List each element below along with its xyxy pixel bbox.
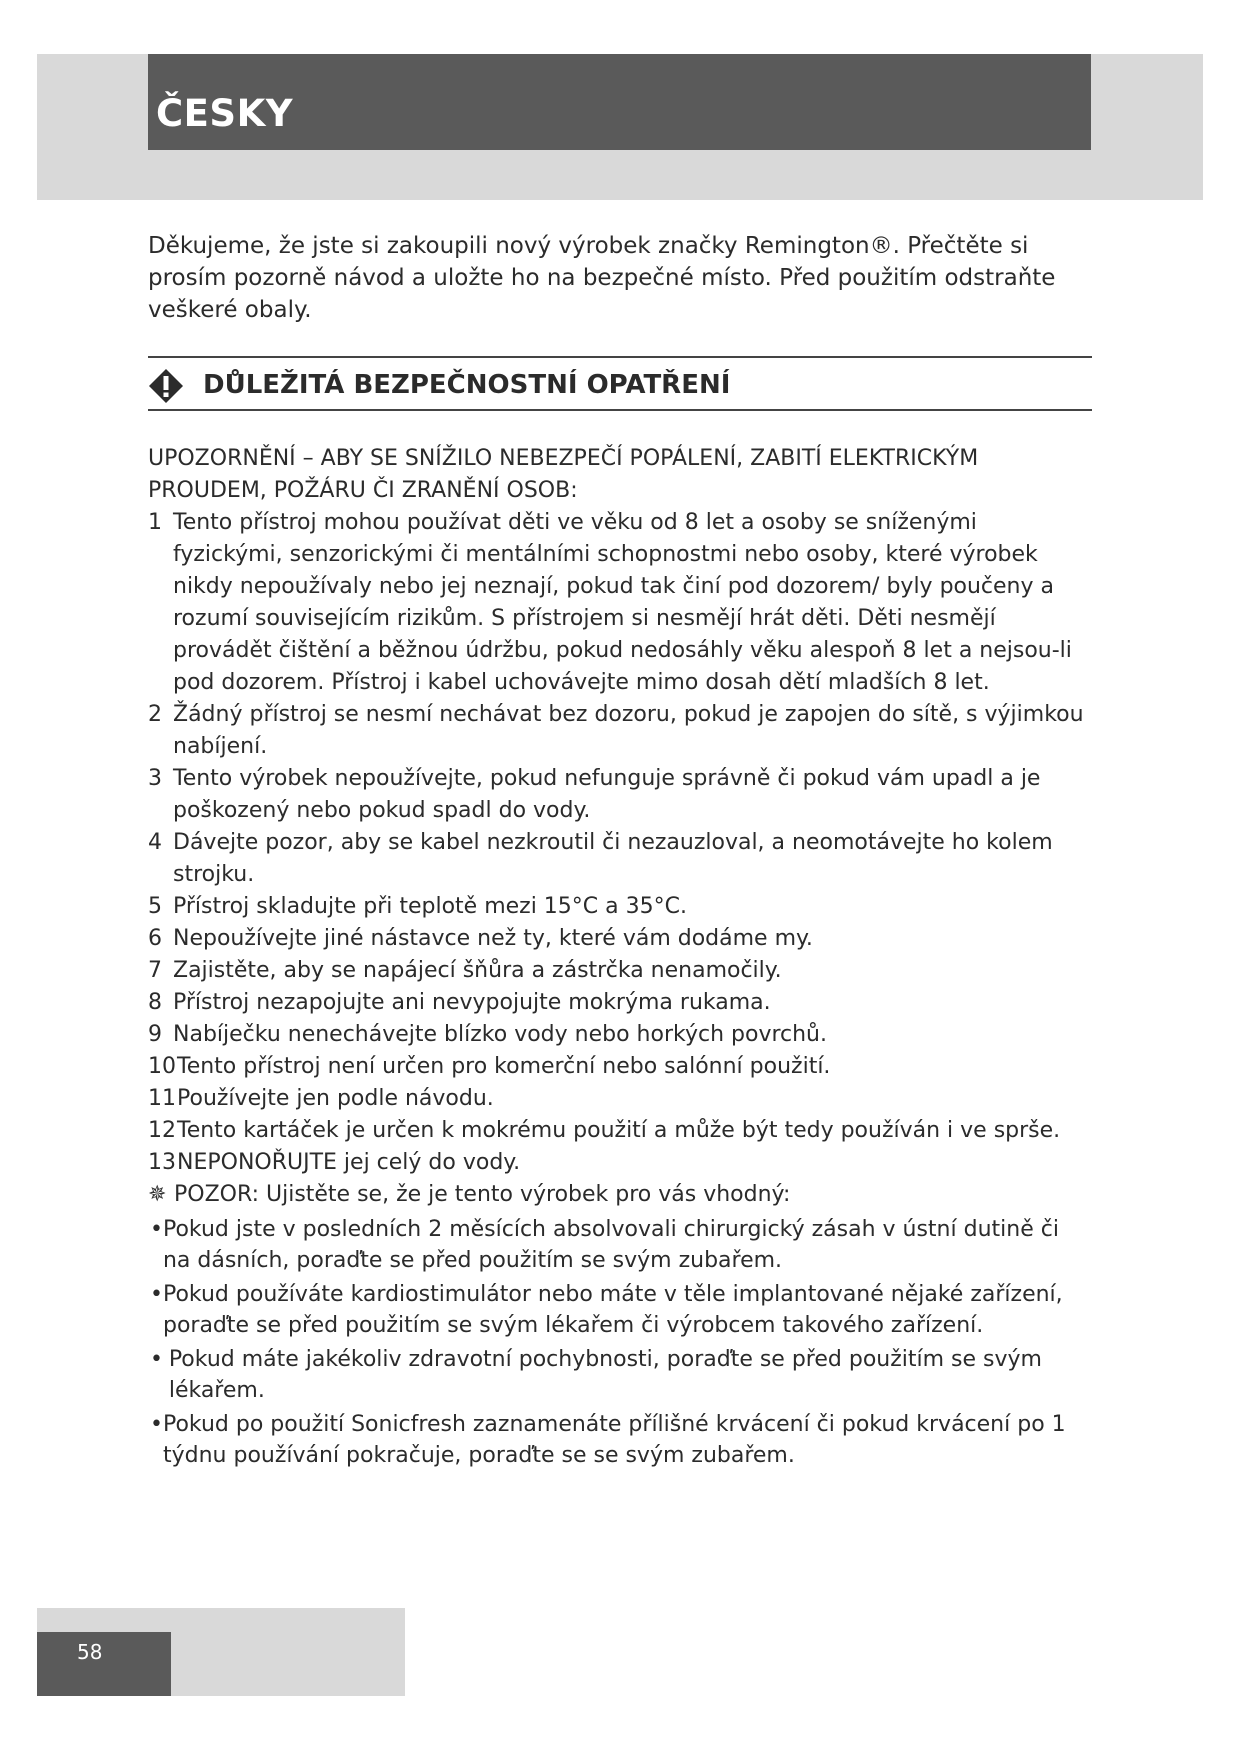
bullet-text: Pokud jste v posledních 2 měsících absolvovali chirurgický zásah v ústní dutině či na dásních, poraďte se před použitím se svým zubařem. <box>162 1217 1059 1273</box>
warning-heading: UPOZORNĚNÍ – ABY SE SNÍŽILO NEBEZPEČÍ POPÁLENÍ, ZABITÍ ELEKTRICKÝM PROUDEM, POŽÁRU ČI ZRANĚNÍ OSOB: <box>148 446 979 503</box>
bullet-dot-icon: • <box>150 1217 163 1242</box>
item-number: 11 <box>148 1086 176 1111</box>
list-item <box>148 987 1088 1019</box>
item-text: Nabíječku nenechávejte blízko vody nebo horkých povrchů. <box>173 1022 827 1047</box>
item-text: Přístroj nezapojujte ani nevypojujte mokrýma rukama. <box>173 990 771 1015</box>
item-text: Nepoužívejte jiné nástavce než ty, které vám dodáme my. <box>173 926 813 951</box>
bullet-item <box>148 1409 1088 1471</box>
item-text: Tento kartáček je určen k mokrému použití a může být tedy používán i ve sprše. <box>177 1118 1061 1143</box>
list-item <box>148 699 1088 763</box>
caution-line <box>148 1179 1088 1211</box>
list-item <box>148 763 1088 827</box>
item-number: 4 <box>148 830 162 855</box>
bullet-text: Pokud po použití Sonicfresh zaznamenáte přílišné krvácení či pokud krvácení po 1 týdnu používání pokračuje, poraďte se se svým zubařem. <box>162 1412 1066 1468</box>
item-text: Tento výrobek nepoužívejte, pokud nefunguje správně či pokud vám upadl a je poškozený nebo pokud spadl do vody. <box>173 766 1041 823</box>
item-text: Žádný přístroj se nesmí nechávat bez dozoru, pokud je zapojen do sítě, s výjimkou nabíjení. <box>173 702 1084 759</box>
list-item <box>148 1051 1088 1083</box>
bullet-text: Pokud používáte kardiostimulátor nebo máte v těle implantované nějaké zařízení, poraďte se před použitím se svým lékařem či výrobcem takového zařízení. <box>162 1282 1063 1338</box>
item-number: 6 <box>148 926 162 951</box>
item-text: Zajistěte, aby se napájecí šňůra a zástrčka nenamočily. <box>173 958 782 983</box>
item-number: 10 <box>148 1054 176 1079</box>
bullet-dot-icon: • <box>150 1412 163 1437</box>
bullet-item <box>148 1344 1088 1406</box>
list-item <box>148 507 1088 699</box>
item-text: Tento přístroj mohou používat děti ve věku od 8 let a osoby se sníženými fyzickými, senzorickými či mentálními schopnostmi nebo osoby, které výrobek nikdy nepoužívaly nebo jej neznají, pokud tak činí pod dozorem/ byly poučeny a rozumí souvisejícím rizikům. S přístrojem si nesmějí hrát děti. Děti nesmějí provádět čištění a běžnou údržbu, pokud nedosáhly věku alespoň 8 let a nejsou-li pod dozorem. Přístroj i kabel uchovávejte mimo dosah dětí mladších 8 let. <box>173 510 1072 695</box>
item-number: 7 <box>148 958 162 983</box>
item-number: 12 <box>148 1118 176 1143</box>
intro-paragraph: Děkujeme, že jste si zakoupili nový výrobek značky Remington®. Přečtěte si prosím pozorně návod a uložte ho na bezpečné místo. Před použitím odstraňte veškeré obaly. <box>148 233 1056 323</box>
bullet-dot-icon: • <box>150 1347 163 1372</box>
list-item <box>148 923 1088 955</box>
item-number: 3 <box>148 766 162 791</box>
section-rule-top <box>148 356 1092 358</box>
item-text: Tento přístroj není určen pro komerční nebo salónní použití. <box>177 1054 831 1079</box>
item-number: 1 <box>148 510 162 535</box>
list-item <box>148 1115 1088 1147</box>
list-item <box>148 891 1088 923</box>
bullet-item <box>148 1279 1088 1341</box>
list-item <box>148 1019 1088 1051</box>
list-item <box>148 1147 1088 1179</box>
item-number: 13 <box>148 1150 176 1175</box>
bullet-item <box>148 1214 1088 1276</box>
item-text: Dávejte pozor, aby se kabel nezkroutil či nezauzloval, a neomotávejte ho kolem strojku. <box>173 830 1053 887</box>
list-item <box>148 955 1088 987</box>
item-number: 9 <box>148 1022 162 1047</box>
item-number: 2 <box>148 702 162 727</box>
safety-list <box>148 507 1088 1179</box>
list-item <box>148 1083 1088 1115</box>
section-rule-bottom <box>148 409 1092 411</box>
page-number: 58 <box>77 1640 103 1664</box>
bullet-dot-icon: • <box>150 1282 163 1307</box>
item-text: NEPONOŘUJTE jej celý do vody. <box>177 1150 521 1175</box>
item-number: 5 <box>148 894 162 919</box>
item-number: 8 <box>148 990 162 1015</box>
safety-content <box>148 443 1088 1471</box>
item-text: Používejte jen podle návodu. <box>177 1086 494 1111</box>
section-title: DŮLEŽITÁ BEZPEČNOSTNÍ OPATŘENÍ <box>203 370 731 400</box>
list-item <box>148 827 1088 891</box>
item-text: Přístroj skladujte při teplotě mezi 15°C a 35°C. <box>173 894 687 919</box>
page-title: ČESKY <box>156 92 294 135</box>
bullet-text: Pokud máte jakékoliv zdravotní pochybnosti, poraďte se před použitím se svým lékařem. <box>168 1347 1042 1403</box>
caution-text: POZOR: Ujistěte se, že je tento výrobek pro vás vhodný: <box>174 1182 791 1207</box>
caution-bullets <box>148 1214 1088 1471</box>
caution-star-icon: ✵ <box>148 1182 167 1207</box>
warning-icon <box>148 368 184 404</box>
footer-box <box>37 1632 171 1696</box>
